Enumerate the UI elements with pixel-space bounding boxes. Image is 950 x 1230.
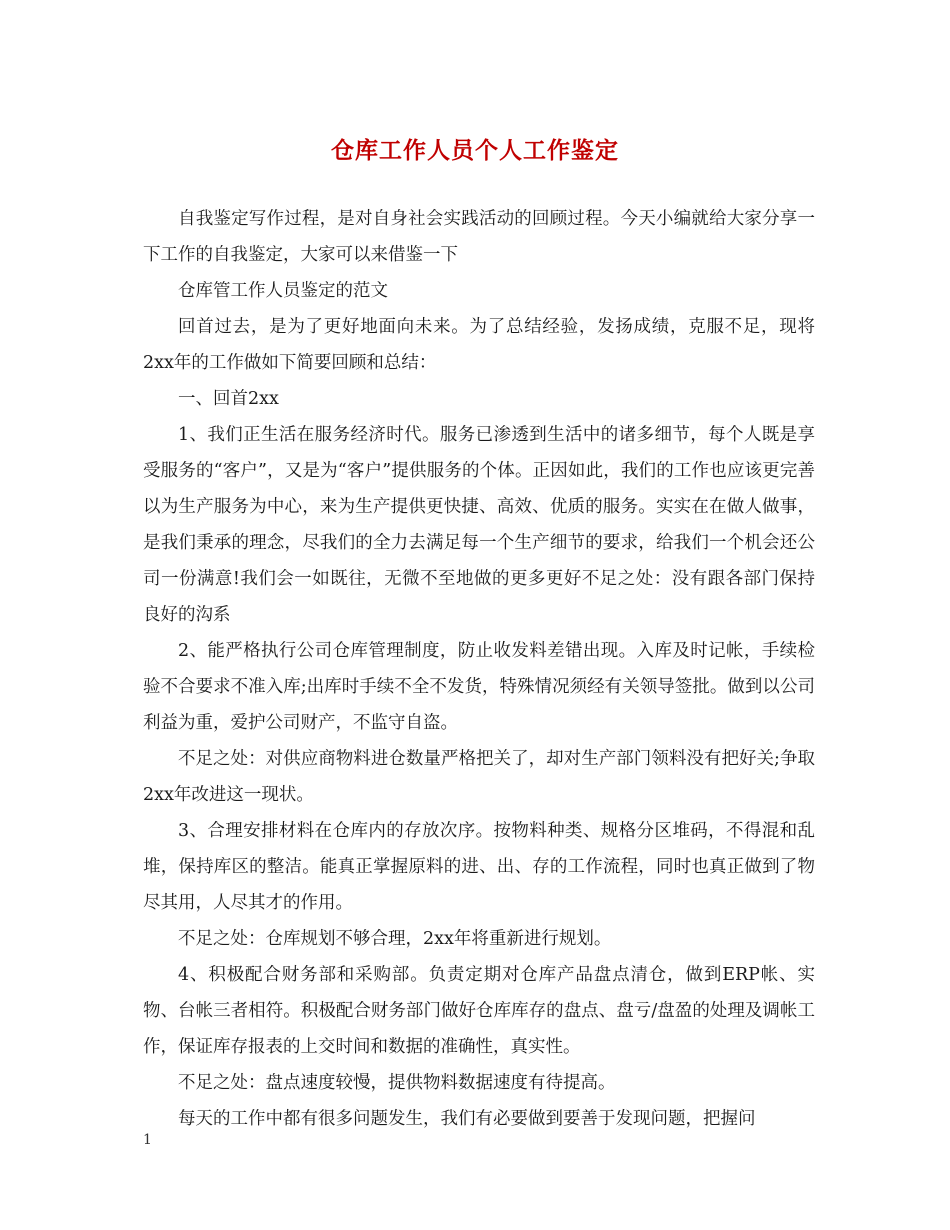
paragraph-intro: 自我鉴定写作过程，是对自身社会实践活动的回顾过程。今天小编就给大家分享一下工作的自我鉴定，大家可以来借鉴一下 <box>143 209 815 265</box>
paragraph-shortcoming-2: 不足之处：对供应商物料进仓数量严格把关了，却对生产部门领料没有把好关;争取2xx年改进这一现状。 <box>143 749 815 805</box>
section-heading-review: 一、回首2xx <box>178 389 279 409</box>
paragraph-shortcoming-4: 不足之处：盘点速度较慢，提供物料数据速度有待提高。 <box>178 1073 616 1093</box>
paragraph-item-3: 3、合理安排材料在仓库内的存放次序。按物料种类、规格分区堆码，不得混和乱堆，保持库区的整洁。能真正掌握原料的进、出、存的工作流程，同时也真正做到了物尽其用，人尽其才的作用。 <box>143 821 815 913</box>
paragraph-review-intro: 回首过去，是为了更好地面向未来。为了总结经验，发扬成绩，克服不足，现将2xx年的工作做如下简要回顾和总结： <box>143 317 815 373</box>
paragraph-item-2: 2、能严格执行公司仓库管理制度，防止收发料差错出现。入库及时记帐，手续检验不合要求不准入库;出库时手续不全不发货，特殊情况须经有关领导签批。做到以公司利益为重，爱护公司财产，不监守自盗。 <box>143 641 815 733</box>
page-number: 1 <box>143 1132 152 1148</box>
document-title: 仓库工作人员个人工作鉴定 <box>331 137 619 164</box>
document-body <box>143 201 815 1137</box>
paragraph-item-4: 4、积极配合财务部和采购部。负责定期对仓库产品盘点清仓，做到ERP帐、实物、台帐三者相符。积极配合财务部门做好仓库库存的盘点、盘亏/盘盈的处理及调帐工作，保证库存报表的上交时间和数据的准确性，真实性。 <box>143 965 815 1057</box>
paragraph-sample-heading: 仓库管工作人员鉴定的范文 <box>178 281 388 301</box>
paragraph-item-1: 1、我们正生活在服务经济时代。服务已渗透到生活中的诸多细节，每个人既是享受服务的“客户”，又是为“客户”提供服务的个体。正因如此，我们的工作也应该更完善以为生产服务为中心，来为生产提供更快捷、高效、优质的服务。实实在在做人做事，是我们秉承的理念，尽我们的全力去满足每一个生产细节的要求，给我们一个机会还公司一份满意!我们会一如既往，无微不至地做的更多更好不足之处：没有跟各部门保持良好的沟系 <box>143 425 815 625</box>
paragraph-shortcoming-3: 不足之处：仓库规划不够合理，2xx年将重新进行规划。 <box>178 929 612 949</box>
paragraph-closing: 每天的工作中都有很多问题发生，我们有必要做到要善于发现问题，把握问 <box>178 1109 756 1129</box>
